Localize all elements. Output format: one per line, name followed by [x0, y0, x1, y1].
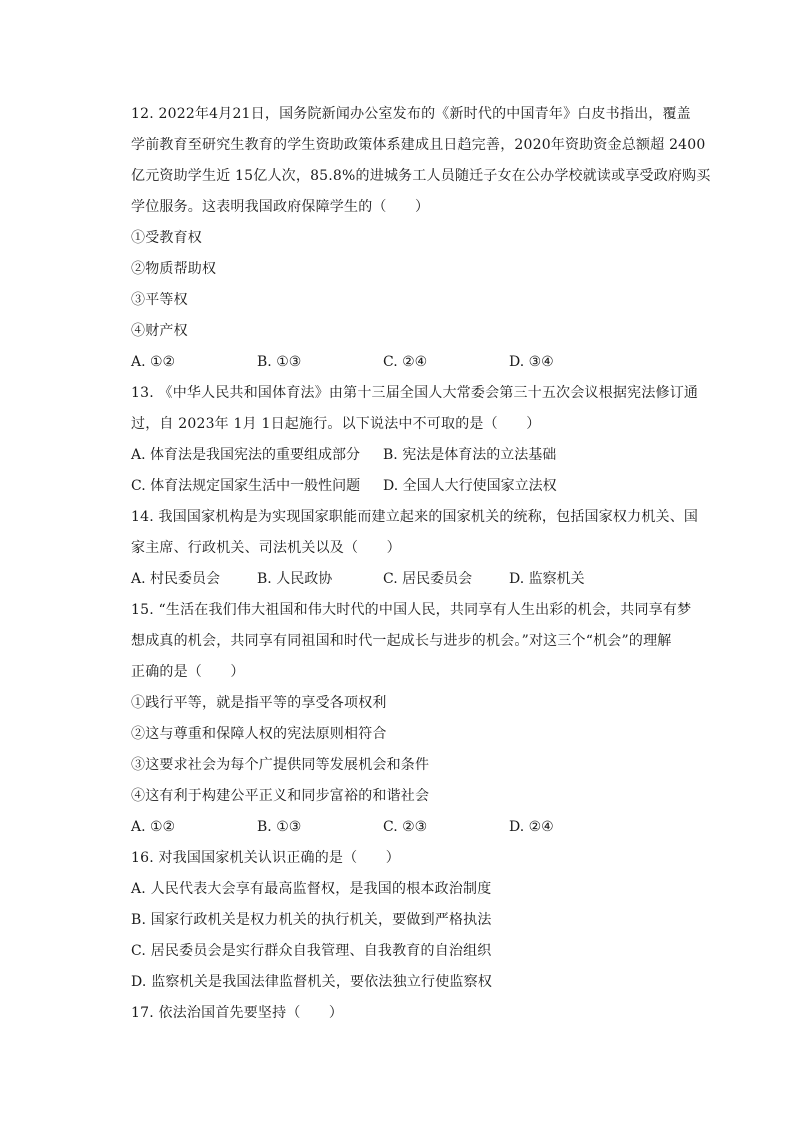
- question-13-option-a: A. 体育法是我国宪法的重要组成部分: [131, 447, 361, 463]
- question-13-option-d: D. 全国人大行使国家立法权: [383, 478, 557, 494]
- question-14-option-d: D. 监察机关: [509, 571, 585, 587]
- question-12-stem-line-3: 亿元资助学生近 15亿人次，85.8%的进城务工人员随迁子女在公办学校就读或享受政府购买: [131, 168, 711, 184]
- question-15-item-1: ①践行平等，就是指平等的享受各项权利: [131, 695, 387, 711]
- question-15-item-2: ②这与尊重和保障人权的宪法原则相符合: [131, 726, 387, 742]
- question-16-option-a: A. 人民代表大会享有最高监督权，是我国的根本政治制度: [131, 881, 492, 897]
- question-12-stem-line-2: 学前教育至研究生教育的学生资助政策体系建成且日趋完善，2020年资助资金总额超 2400: [131, 137, 706, 153]
- question-14-option-c: C. 居民委员会: [383, 571, 473, 587]
- question-13-options-row-2: [131, 471, 696, 502]
- question-12-item-1: ①受教育权: [131, 230, 202, 246]
- question-14-option-a: A. 村民委员会: [131, 571, 221, 587]
- question-16-option-c: C. 居民委员会是实行群众自我管理、自我教育的自治组织: [131, 943, 492, 959]
- question-12-option-a: A. ①②: [131, 354, 176, 370]
- question-15-stem-line-2: 想成真的机会，共同享有同祖国和时代一起成长与进步的机会。”对这三个“机会”的理解: [131, 633, 672, 649]
- question-14-option-b: B. 人民政协: [257, 571, 333, 587]
- question-16-stem-line-1: 16. 对我国国家机关认识正确的是（ ）: [131, 850, 400, 866]
- question-17-stem-line-1: 17. 依法治国首先要坚持（ ）: [131, 1005, 344, 1021]
- question-12-option-c: C. ②④: [383, 354, 428, 370]
- question-15-stem-line-3: 正确的是（ ）: [131, 664, 245, 680]
- question-15: [131, 595, 696, 843]
- question-12-options: [131, 347, 696, 378]
- question-12-item-3: ③平等权: [131, 292, 188, 308]
- question-12-stem-line-4: 学位服务。这表明我国政府保障学生的（ ）: [131, 199, 430, 215]
- question-15-option-c: C. ②③: [383, 819, 428, 835]
- question-12-stem-line-1: 12. 2022年4月21日，国务院新闻办公室发布的《新时代的中国青年》白皮书指出，覆盖: [131, 106, 691, 122]
- question-13-stem-line-2: 过，自 2023年 1月 1日起施行。以下说法中不可取的是（ ）: [131, 416, 541, 432]
- question-14-options: [131, 564, 696, 595]
- question-15-options: [131, 812, 696, 843]
- question-14-stem-line-1: 14. 我国国家机构是为实现国家职能而建立起来的国家机关的统称，包括国家权力机关、国: [131, 509, 699, 525]
- question-14: [131, 502, 699, 595]
- question-12-option-b: B. ①③: [257, 354, 302, 370]
- question-list: [131, 99, 711, 1029]
- question-12: [131, 99, 711, 378]
- question-15-option-b: B. ①③: [257, 819, 302, 835]
- question-13-options-row-1: [131, 440, 696, 471]
- question-16-option-d: D. 监察机关是我国法律监督机关，要依法独立行使监察权: [131, 974, 493, 990]
- question-15-option-a: A. ①②: [131, 819, 176, 835]
- question-13-option-b: B. 宪法是体育法的立法基础: [383, 447, 557, 463]
- question-13-option-c: C. 体育法规定国家生活中一般性问题: [131, 478, 361, 494]
- question-12-item-4: ④财产权: [131, 323, 188, 339]
- question-16-option-b: B. 国家行政机关是权力机关的执行机关，要做到严格执法: [131, 912, 492, 928]
- question-15-option-d: D. ②④: [509, 819, 554, 835]
- question-13-stem-line-1: 13. 《中华人民共和国体育法》由第十三届全国人大常委会第三十五次会议根据宪法修订通: [131, 385, 699, 401]
- question-15-item-3: ③这要求社会为每个广提供同等发展机会和条件: [131, 757, 430, 773]
- question-15-stem-line-1: 15. “生活在我们伟大祖国和伟大时代的中国人民，共同享有人生出彩的机会，共同享有梦: [131, 602, 692, 618]
- question-12-item-2: ②物质帮助权: [131, 261, 217, 277]
- question-16: [131, 843, 696, 998]
- question-13: [131, 378, 699, 502]
- question-12-option-d: D. ③④: [509, 354, 554, 370]
- question-17: [131, 998, 696, 1029]
- question-15-item-4: ④这有利于构建公平正义和同步富裕的和谐社会: [131, 788, 430, 804]
- question-14-stem-line-2: 家主席、行政机关、司法机关以及（ ）: [131, 540, 401, 556]
